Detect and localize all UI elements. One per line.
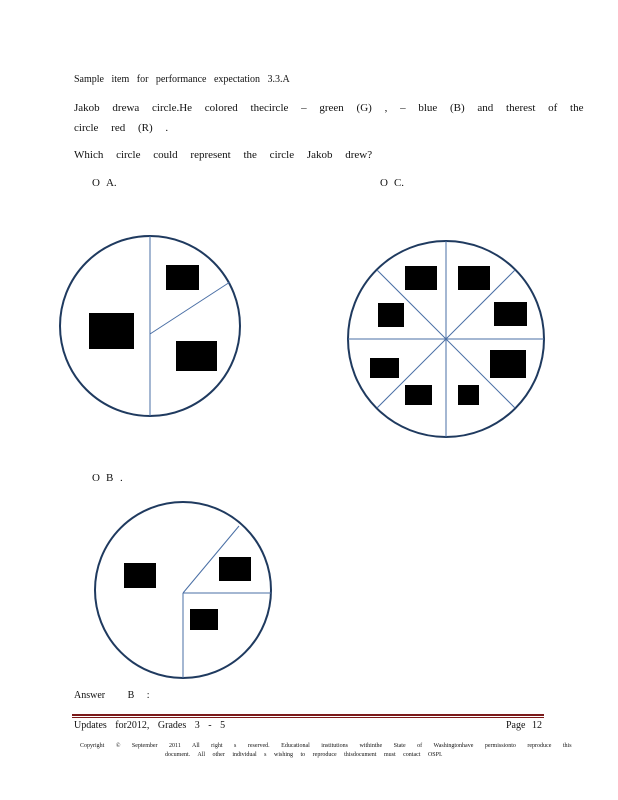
- circle-c-region-label: [405, 266, 437, 290]
- circle-a-region-label-bottom: [176, 341, 217, 371]
- circle-b-figure: [95, 502, 271, 678]
- answer-line: [74, 690, 150, 701]
- question-line-1: Jakob drewa circle.He colored thecircle – green (G) , – blue (B) and therest of the: [74, 102, 584, 114]
- question-prompt: Which circle could represent the circle Jakob drew?: [74, 149, 373, 161]
- option-c-label: C.: [393, 177, 405, 189]
- footer-page-number: Page 12: [506, 720, 542, 731]
- circle-c-region-label: [458, 266, 490, 290]
- option-b-label: B .: [105, 472, 123, 484]
- circle-c-region-label: [494, 302, 527, 326]
- copyright-line-1: Copyright © September 2011 All right s reserved. Educational institutions withinthe State of Washingtonhave permissionto reproduce this: [80, 743, 572, 749]
- radio-circle-icon[interactable]: O: [380, 177, 388, 189]
- circle-b-region-label-left: [124, 563, 156, 588]
- circle-c-region-label: [490, 350, 526, 378]
- circle-b-region-label-top: [219, 557, 251, 581]
- copyright-line-2: document. All other individual s wishing to reproduce thisdocument must contact OSPI.: [165, 752, 443, 758]
- answer-label: Answer: [74, 690, 106, 701]
- answer-value: B :: [127, 690, 150, 701]
- footer-divider: [72, 714, 544, 716]
- footer-divider-thin: [72, 717, 544, 718]
- circle-a-region-label-left: [89, 313, 134, 349]
- sample-item-heading: Sample item for performance expectation 3.3.A: [74, 74, 290, 85]
- radio-circle-icon[interactable]: O: [92, 177, 100, 189]
- circle-c-figure: [348, 241, 544, 437]
- radio-circle-icon[interactable]: O: [92, 472, 100, 484]
- circle-c-region-label: [370, 358, 399, 378]
- circle-a-figure: [60, 236, 240, 416]
- circle-c-region-label: [405, 385, 432, 405]
- circle-b-region-label-bottom: [190, 609, 218, 630]
- circle-c-region-label: [458, 385, 479, 405]
- question-line-2: circle red (R) .: [74, 122, 169, 134]
- footer-updates: Updates for2012, Grades 3 - 5: [74, 720, 226, 731]
- circle-c-region-label: [378, 303, 404, 327]
- circle-a-region-label-top: [166, 265, 199, 290]
- option-a-label: A.: [105, 177, 117, 189]
